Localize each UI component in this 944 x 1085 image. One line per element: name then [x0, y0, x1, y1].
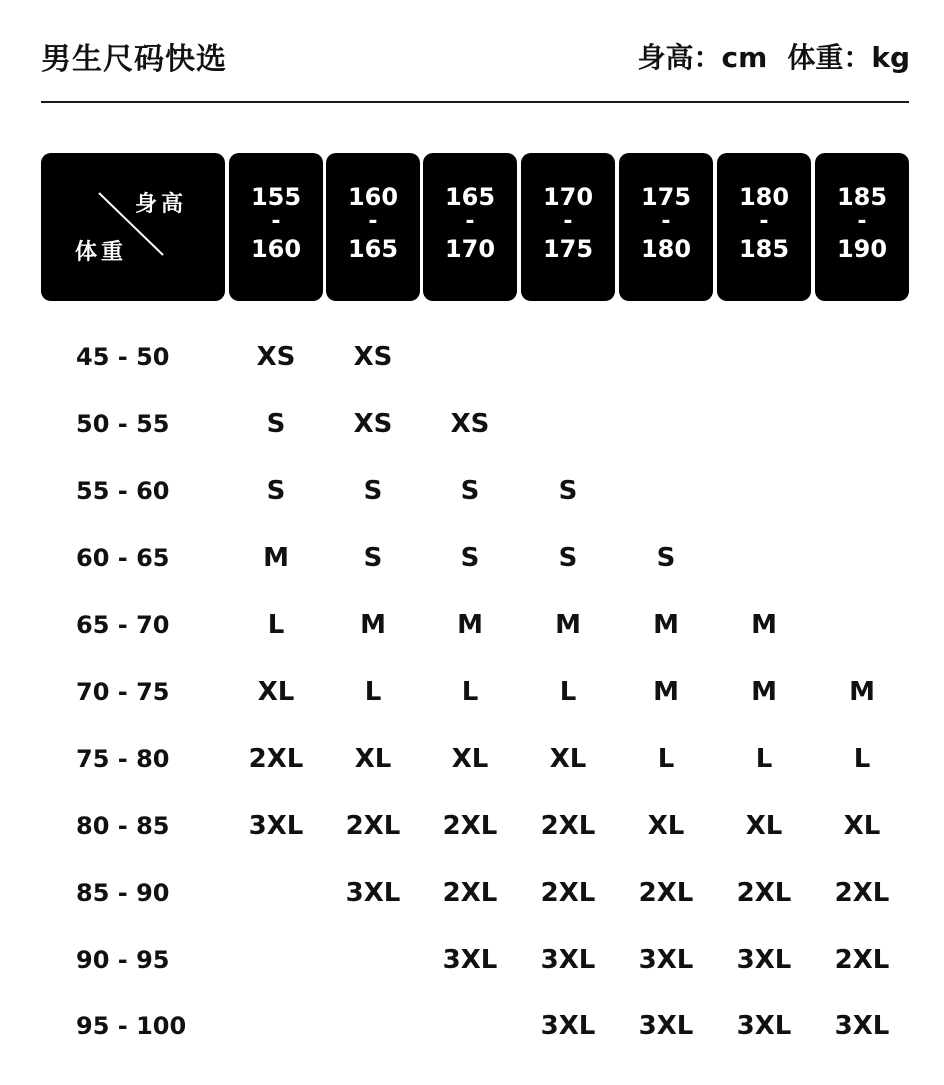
size-cell: 2XL	[442, 811, 498, 841]
size-cell: 3XL	[442, 945, 498, 975]
size-cell: L	[755, 744, 773, 774]
size-cell: S	[460, 476, 480, 506]
height-to: 160	[250, 235, 302, 263]
height-column-header	[326, 153, 420, 301]
height-to: 190	[836, 235, 888, 263]
size-cell: 2XL	[442, 878, 498, 908]
size-cell: L	[853, 744, 871, 774]
height-from: 165	[444, 183, 496, 211]
size-cell: 2XL	[540, 878, 596, 908]
size-cell: M	[751, 610, 777, 640]
size-cell: XL	[549, 744, 587, 774]
size-cell: 2XL	[638, 878, 694, 908]
height-from: 170	[542, 183, 594, 211]
height-dash: -	[661, 209, 671, 234]
height-to: 185	[738, 235, 790, 263]
size-cell: L	[657, 744, 675, 774]
height-unit: 身高：cm	[637, 41, 768, 74]
size-cell: S	[460, 543, 480, 573]
size-cell: M	[751, 677, 777, 707]
size-cell: S	[266, 476, 286, 506]
size-cell: 3XL	[834, 1011, 890, 1041]
size-cell: XL	[647, 811, 685, 841]
height-to: 175	[542, 235, 594, 263]
size-cell: 3XL	[736, 945, 792, 975]
size-cell: M	[360, 610, 386, 640]
size-cell: XL	[843, 811, 881, 841]
size-cell: M	[653, 677, 679, 707]
size-cell: XL	[257, 677, 295, 707]
size-cell: XS	[353, 342, 393, 372]
size-cell: XS	[353, 409, 393, 439]
size-cell: M	[555, 610, 581, 640]
size-cell: S	[363, 476, 383, 506]
height-dash: -	[857, 209, 867, 234]
size-cell: 2XL	[736, 878, 792, 908]
height-dash: -	[759, 209, 769, 234]
size-cell: M	[263, 543, 289, 573]
size-cell: XL	[745, 811, 783, 841]
size-cell: S	[266, 409, 286, 439]
height-column-header	[521, 153, 615, 301]
weight-range-label: 70 - 75	[76, 678, 170, 706]
size-cell: L	[559, 677, 577, 707]
height-dash: -	[271, 209, 281, 234]
size-cell: XS	[450, 409, 490, 439]
weight-range-label: 75 - 80	[76, 745, 170, 773]
height-column-header	[717, 153, 811, 301]
height-from: 185	[836, 183, 888, 211]
height-from: 155	[250, 183, 302, 211]
weight-range-label: 55 - 60	[76, 477, 170, 505]
size-cell: 2XL	[834, 945, 890, 975]
weight-range-label: 65 - 70	[76, 611, 170, 639]
weight-range-label: 90 - 95	[76, 946, 170, 974]
size-cell: 3XL	[638, 945, 694, 975]
height-to: 165	[347, 235, 399, 263]
height-column-header	[815, 153, 909, 301]
size-cell: 3XL	[345, 878, 401, 908]
size-cell: S	[558, 476, 578, 506]
size-cell: XL	[354, 744, 392, 774]
size-cell: XL	[451, 744, 489, 774]
size-cell: 2XL	[248, 744, 304, 774]
size-cell: L	[461, 677, 479, 707]
size-cell: 3XL	[540, 945, 596, 975]
height-dash: -	[465, 209, 475, 234]
size-cell: 3XL	[638, 1011, 694, 1041]
weight-range-label: 85 - 90	[76, 879, 170, 907]
weight-range-label: 95 - 100	[76, 1012, 187, 1040]
size-cell: 3XL	[736, 1011, 792, 1041]
height-from: 180	[738, 183, 790, 211]
height-from: 160	[347, 183, 399, 211]
size-cell: 3XL	[540, 1011, 596, 1041]
size-cell: S	[656, 543, 676, 573]
weight-range-label: 60 - 65	[76, 544, 170, 572]
weight-range-label: 80 - 85	[76, 812, 170, 840]
size-cell: S	[558, 543, 578, 573]
weight-range-label: 50 - 55	[76, 410, 170, 438]
height-dash: -	[563, 209, 573, 234]
size-cell: M	[457, 610, 483, 640]
unit-legend	[638, 36, 910, 76]
height-to: 170	[444, 235, 496, 263]
height-column-header	[423, 153, 517, 301]
size-cell: L	[364, 677, 382, 707]
weight-unit: 体重：kg	[787, 41, 910, 74]
size-cell: 3XL	[248, 811, 304, 841]
size-cell: 2XL	[345, 811, 401, 841]
divider	[41, 101, 909, 103]
size-cell: 2XL	[540, 811, 596, 841]
size-cell: L	[267, 610, 285, 640]
size-cell: XS	[256, 342, 296, 372]
size-cell: M	[653, 610, 679, 640]
weight-range-label: 45 - 50	[76, 343, 170, 371]
height-column-header	[619, 153, 713, 301]
height-from: 175	[640, 183, 692, 211]
page-title: 男生尺码快选	[41, 42, 227, 77]
corner-height-label: 身高	[135, 192, 188, 217]
table-corner-header	[41, 153, 225, 301]
height-dash: -	[368, 209, 378, 234]
height-column-header	[229, 153, 323, 301]
size-cell: M	[849, 677, 875, 707]
diagonal-line	[41, 153, 225, 301]
size-cell: S	[363, 543, 383, 573]
height-to: 180	[640, 235, 692, 263]
corner-weight-label: 体重	[75, 240, 128, 265]
size-cell: 2XL	[834, 878, 890, 908]
